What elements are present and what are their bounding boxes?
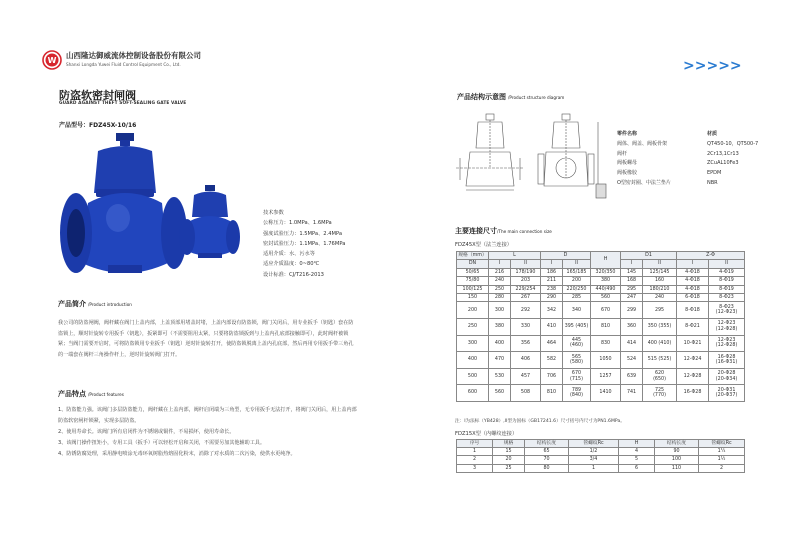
table-cell: 414 [621, 335, 643, 352]
table-row [457, 456, 745, 464]
table-cell: 639 [621, 368, 643, 385]
table-cell: 285 [563, 293, 591, 301]
intro-text: 我公司的防盗闸阀，阀杆藏在阀门上盖内部，上盖顶部用堵盖封堵，上盖内部设有防盗锁，阀门关闭后，用专业扳手（钥匙）套在防盗锁上，顺时针旋转专用扳手（钥匙），扳紧即可（不需要阻用太紧，只要将防盗锁扳到与上盖内孔底部接触即可），此时阀杆被锁紧；当阀门需要开启时，可将防盗锁用专业扳手（钥匙）逆时针旋转打开，使防盗锁脱离上盖内孔底部，然后再用专用扳手带三角孔的一端套在阀杆三角操作杆上，逆时针旋转阀门打开。 [58, 320, 354, 358]
front-view [456, 114, 524, 190]
table-footnote: 注：I为法标（YB428）,II型为国标（GB17241.6）尺寸括号内尺寸为PN1.6MPa。 [455, 419, 625, 424]
material-part: 阀板橡胶 [617, 170, 638, 177]
table-cell: 1410 [591, 385, 621, 402]
table-cell: 508 [511, 385, 541, 402]
material-value: NBR [707, 179, 718, 186]
table-cell: 8-Φ23 [709, 293, 745, 301]
table-cell: 515 (525) [643, 352, 677, 369]
table-cell: 810 [591, 318, 621, 335]
table-cell: 400 [489, 335, 511, 352]
material-value: EPDM [707, 170, 722, 177]
thread-size-table [456, 439, 745, 473]
material-part: 阀体、阀盖、阀板骨架 [617, 140, 668, 147]
table-cell: 406 [511, 352, 541, 369]
table-header-cell: H [591, 252, 621, 269]
material-value: 2Cr13,1Cr13 [707, 150, 739, 157]
structure-heading-cn: 产品结构示意图 [457, 93, 506, 101]
table-cell: 440/490 [591, 285, 621, 293]
table-cell: 350 (355) [643, 318, 677, 335]
table-cell: 100 [655, 456, 699, 464]
feature-item: 4、防锈防腐处理，采用静电喷涂无毒环氧树脂热熔固化粉末，消除了对水质的二次污染，使供水更纯净。 [58, 450, 296, 457]
table-cell: 1257 [591, 368, 621, 385]
table-cell: 203 [511, 277, 541, 285]
intro-heading-cn: 产品简介 [58, 300, 86, 308]
table-cell: 10-Φ21 [677, 335, 709, 352]
table-cell: 1½ [699, 456, 745, 464]
table-cell: 741 [621, 385, 643, 402]
table-cell: 295 [621, 285, 643, 293]
table-cell: 20 [493, 456, 525, 464]
table-cell: 160 [643, 277, 677, 285]
features-heading [58, 389, 124, 399]
table-cell: 560 [489, 385, 511, 402]
table-cell: 5 [619, 456, 655, 464]
table-cell: 8-Φ19 [709, 277, 745, 285]
structure-drawing [450, 108, 610, 208]
table-cell: 211 [541, 277, 563, 285]
materials-header-part: 零件名称 [617, 131, 638, 137]
table-cell: 1 [457, 448, 493, 456]
table-header-cell: 管螺纹Rc [569, 440, 619, 448]
material-part: O型密封圈、中法兰垫片 [617, 179, 671, 186]
table-row [457, 285, 745, 293]
company-name-en: Shanxi Longda Yuwei Fluid Control Equipment Co., Ltd. [66, 62, 181, 67]
table-cell: 216 [489, 268, 511, 276]
materials-list [617, 130, 787, 189]
param-line: 公称压力：1.0MPa、1.6MPa [263, 220, 332, 227]
table-header-cell: 结构长度 [655, 440, 699, 448]
table-row [457, 268, 745, 276]
table-cell: 500 [457, 368, 489, 385]
material-value: QT450-10，QT500-7 [707, 140, 759, 147]
table-cell: 295 [643, 302, 677, 319]
table-cell: 280 [489, 293, 511, 301]
table-cell: 267 [511, 293, 541, 301]
table-cell: 725 (770) [643, 385, 677, 402]
structure-heading-en: /Product structure diagram [508, 95, 565, 100]
table-row [457, 318, 745, 335]
table-cell: 290 [541, 293, 563, 301]
table-header-cell: 规格 [493, 440, 525, 448]
table-cell: 6 [619, 464, 655, 472]
table-cell: 229/254 [511, 285, 541, 293]
table-cell: 4-Φ18 [677, 285, 709, 293]
table-cell: 600 [457, 385, 489, 402]
table-header-cell: D [541, 252, 591, 260]
table-cell: 3 [457, 464, 493, 472]
connection-heading-en: /The main connection size [497, 229, 552, 234]
table-header-cell: 结构长度 [525, 440, 569, 448]
key-detail [596, 184, 606, 198]
table-cell: 75/80 [457, 277, 489, 285]
table-cell: 464 [541, 335, 563, 352]
table-cell: 8-Φ21 [677, 318, 709, 335]
table-cell: 65 [525, 448, 569, 456]
param-line: 设计标准：CJ/T216-2013 [263, 271, 324, 278]
structure-heading [457, 92, 564, 102]
materials-row [617, 159, 787, 169]
chevron-arrows-icon: >>>>> [683, 58, 742, 74]
param-line: 强度试验压力：1.5MPa、2.4MPa [263, 230, 343, 237]
param-line: 适用介质：水、污水等 [263, 251, 315, 258]
table-cell: 186 [541, 268, 563, 276]
materials-row [617, 169, 787, 179]
table-cell: 80 [525, 464, 569, 472]
table-cell: 12-Φ23 (12-Φ28) [709, 335, 745, 352]
table-cell: 145 [621, 268, 643, 276]
table-cell: 168 [621, 277, 643, 285]
table-cell: 706 [541, 368, 563, 385]
table-cell: 300 [489, 302, 511, 319]
param-line: 密封试验压力：1.1MPa、1.76MPa [263, 240, 346, 247]
table-cell: 4-Φ19 [709, 268, 745, 276]
features-heading-cn: 产品特点 [58, 390, 86, 398]
table-cell: 178/190 [511, 268, 541, 276]
company-logo-icon [42, 50, 62, 70]
table-row [457, 448, 745, 456]
table-cell: 180/210 [643, 285, 677, 293]
connection-heading-cn: 主要连接尺寸 [455, 227, 497, 235]
table-header-cell: 规格（mm） [458, 253, 487, 259]
product-title-en: GUARD AGAINST THEFT SOFT-SEALING GATE VALVE [59, 101, 187, 106]
table-cell: 320/350 [591, 268, 621, 276]
table-cell: 6-Φ18 [677, 293, 709, 301]
table-cell: 810 [541, 385, 563, 402]
table-cell: 16-Φ28 (16-Φ31) [709, 352, 745, 369]
intro-heading-en: /Product introduction [88, 302, 132, 307]
table-cell: 410 [541, 318, 563, 335]
table-header-cell: 管螺纹Rc [699, 440, 745, 448]
table-cell: 670 [591, 302, 621, 319]
svg-text:W: W [47, 56, 57, 65]
table-cell: 400 [457, 352, 489, 369]
table-cell: 470 [489, 352, 511, 369]
product-title-cn: 防盗软密封闸阀 [59, 89, 136, 102]
table-cell: 110 [655, 464, 699, 472]
table-header-cell: II [563, 260, 591, 268]
table-row [457, 368, 745, 385]
table-cell: 380 [489, 318, 511, 335]
table-row [457, 335, 745, 352]
table-row [457, 302, 745, 319]
table-cell: 670 (715) [563, 368, 591, 385]
table-cell: 20-Φ28 (20-Φ34) [709, 368, 745, 385]
table-cell: 247 [621, 293, 643, 301]
features-list [58, 405, 358, 460]
table-cell: 560 [591, 293, 621, 301]
table-header-cell: II [643, 260, 677, 268]
table-cell: 16-Φ28 [677, 385, 709, 402]
table-header-cell: DN [457, 260, 489, 268]
features-heading-en: /Product features [88, 392, 124, 397]
table-cell: 8-Φ19 [709, 285, 745, 293]
table-cell: 200 [457, 302, 489, 319]
table-cell: 15 [493, 448, 525, 456]
table-cell: 2 [699, 464, 745, 472]
material-part: 阀板螺母 [617, 160, 638, 167]
table-header-cell: II [709, 260, 745, 268]
table-cell: 330 [511, 318, 541, 335]
table-row [457, 293, 745, 301]
table-cell: 70 [525, 456, 569, 464]
table-header-cell: I [621, 260, 643, 268]
table-cell: 4-Φ18 [677, 277, 709, 285]
table-cell: 2 [457, 456, 493, 464]
table-cell: 125/145 [643, 268, 677, 276]
table-cell: 1 [569, 464, 619, 472]
technical-parameters [263, 208, 345, 280]
company-name-cn: 山西隆达御威流体控制设备股份有限公司 [66, 51, 201, 60]
table-cell: 12-Φ28 [677, 368, 709, 385]
feature-item: 2、使用寿命长。该阀门所有启闭件为不锈钢或铜件，不易损坏，使用寿命长。 [58, 428, 235, 435]
table-cell: 395 (405) [563, 318, 591, 335]
table-cell: 90 [655, 448, 699, 456]
table-cell: 830 [591, 335, 621, 352]
table-cell: 220/250 [563, 285, 591, 293]
table-cell: 4 [619, 448, 655, 456]
feature-item: 3、该阀门操作扭矩小，专用工具（扳手）可以轻松开启和关闭，不需要另加其他辅助工具。 [58, 439, 265, 446]
table-cell: 565 (580) [563, 352, 591, 369]
table-cell: 340 [563, 302, 591, 319]
table-cell: 356 [511, 335, 541, 352]
table-row [457, 385, 745, 402]
intro-heading [58, 299, 132, 309]
material-value: ZCuAL10Fe3 [707, 160, 739, 167]
table-cell: 300 [457, 335, 489, 352]
table-cell: 12-Φ24 [677, 352, 709, 369]
table-cell: 100/125 [457, 285, 489, 293]
table-cell: 25 [493, 464, 525, 472]
table-cell: 1050 [591, 352, 621, 369]
table-cell: 789 (840) [563, 385, 591, 402]
table-header-cell: H [619, 440, 655, 448]
connection-heading [455, 226, 552, 236]
table-cell: 457 [511, 368, 541, 385]
table-cell: 50/65 [457, 268, 489, 276]
table-cell: 165/185 [563, 268, 591, 276]
materials-row [617, 140, 787, 150]
table-cell: 299 [621, 302, 643, 319]
table-header-cell: D1 [621, 252, 677, 260]
table-header-cell: I [541, 260, 563, 268]
table-header-cell: Z-Φ [677, 252, 745, 260]
table-cell: 240 [489, 277, 511, 285]
table-cell: 150 [457, 293, 489, 301]
materials-row [617, 150, 787, 160]
materials-row [617, 179, 787, 189]
flange-table-label: FDZ45X型（法兰连接） [455, 242, 512, 248]
thread-table-label: FDZ15X型（内螺纹连接） [455, 431, 518, 437]
table-header-cell: 序号 [457, 440, 493, 448]
side-view [538, 114, 598, 186]
large-valve-image [60, 133, 187, 273]
materials-header [617, 130, 787, 140]
table-header-cell: II [511, 260, 541, 268]
table-row [457, 352, 745, 369]
table-cell: 360 [621, 318, 643, 335]
table-cell: 1¼ [699, 448, 745, 456]
table-cell: 1/2 [569, 448, 619, 456]
table-cell: 238 [541, 285, 563, 293]
table-cell: 12-Φ23 (12-Φ28) [709, 318, 745, 335]
table-cell: 445 (460) [563, 335, 591, 352]
feature-item: 1、防盗能力强。该阀门多层防盗能力，阀杆藏在上盖内部，阀杆启闭端为三角型，无专用扳手无法打开，将阀门关闭后，用上盖内部防盗软密闸杆锁紧，实现多层防盗。 [58, 407, 357, 424]
table-cell: 620 (650) [643, 368, 677, 385]
table-cell: 524 [621, 352, 643, 369]
table-cell: 380 [591, 277, 621, 285]
param-line: 适应介质温度：0~80℃ [263, 261, 320, 268]
table-cell: 3/4 [569, 456, 619, 464]
table-cell: 342 [541, 302, 563, 319]
table-cell: 200 [563, 277, 591, 285]
table-cell: 250 [457, 318, 489, 335]
table-cell: 582 [541, 352, 563, 369]
table-cell: 240 [643, 293, 677, 301]
flange-size-table [456, 251, 745, 402]
table-cell: 530 [489, 368, 511, 385]
product-model: 产品型号：FDZ45X-10/16 [59, 122, 137, 129]
table-row [457, 464, 745, 472]
table-cell: 20-Φ31 (20-Φ37) [709, 385, 745, 402]
table-header-cell: I [489, 260, 511, 268]
small-valve-image [179, 185, 240, 258]
table-row [457, 277, 745, 285]
material-part: 阀杆 [617, 150, 628, 157]
materials-header-material: 材质 [707, 131, 718, 137]
table-cell: 292 [511, 302, 541, 319]
table-cell: 250 [489, 285, 511, 293]
table-header-cell: L [489, 252, 541, 260]
table-cell: 4-Φ18 [677, 268, 709, 276]
params-heading: 技术参数 [263, 210, 284, 216]
valve-photo [58, 133, 258, 293]
table-header-cell: I [677, 260, 709, 268]
table-cell: 400 (410) [643, 335, 677, 352]
table-cell: 8-Φ18 [677, 302, 709, 319]
table-cell: 8-Φ23 (12-Φ23) [709, 302, 745, 319]
